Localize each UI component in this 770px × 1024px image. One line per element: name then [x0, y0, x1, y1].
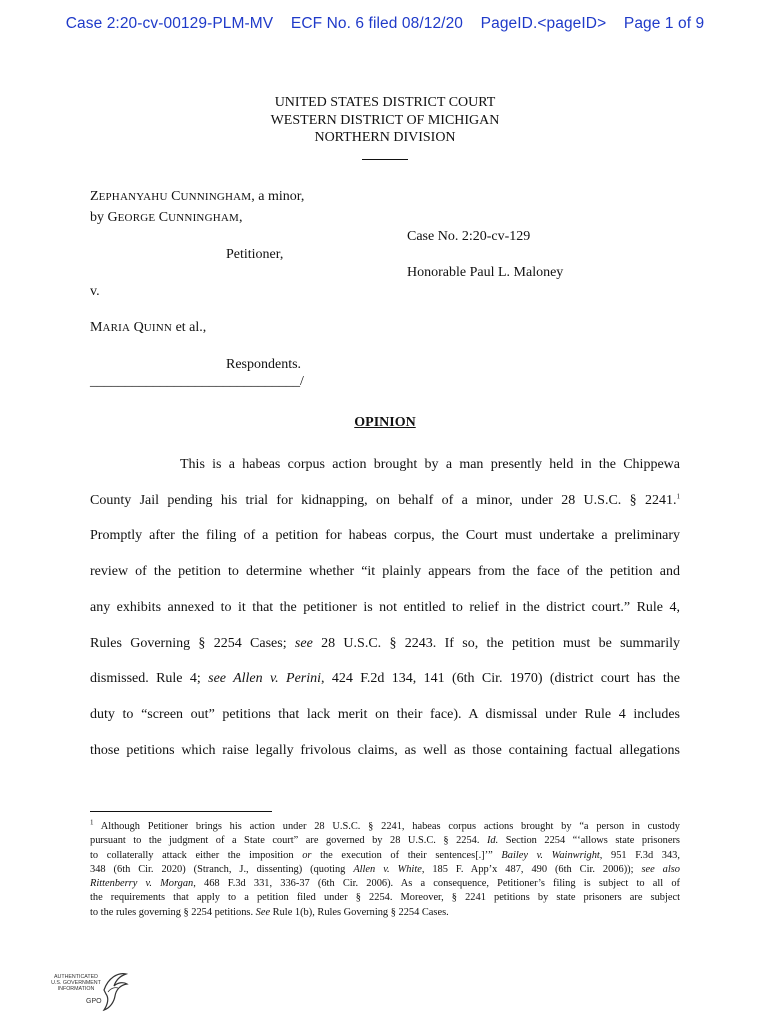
- gpo-mark: GPO: [86, 998, 102, 1005]
- footnote-line: to the rules governing § 2254 petitions. See Rule 1(b), Rules Governing § 2254 Cases.: [90, 906, 449, 918]
- ecf-filing: ECF No. 6 filed 08/12/20: [290, 15, 464, 32]
- court-division: NORTHERN DIVISION: [314, 130, 456, 145]
- body-line: review of the petition to determine whether “it plainly appears from the face of the petition and: [90, 564, 680, 580]
- footnote-line: 348 (6th Cir. 2020) (Stranch, J., dissenting) (quoting Allen v. White, 185 F. App’x 487, 490 (6th Cir. 2006)); see also: [90, 863, 680, 875]
- court-heading: [0, 94, 770, 160]
- footnote-line: the requirements that apply to a petition filed under § 2254. Moreover, § 2241 petitions by state prisoners are subject: [90, 892, 680, 904]
- footnote-line: pursuant to the judgment of a State court” are governed by 28 U.S.C. § 2254. Id. Section 2254 “‘allows state prisoners: [90, 835, 680, 847]
- case-no: Case No. 2:20-cv-129: [407, 229, 531, 244]
- opinion-body: [90, 447, 680, 768]
- versus: v.: [90, 284, 100, 299]
- logo-line: AUTHENTICATED: [53, 974, 99, 980]
- gpo-authentication-logo: [40, 970, 140, 1015]
- page-id: PageID.<pageID>: [480, 15, 607, 32]
- footnote-line: Rittenberry v. Morgan, 468 F.3d 331, 336-37 (6th Cir. 2006). As a consequence, Petitioner’s filing is subject to all of: [90, 878, 680, 890]
- ecf-header: [0, 15, 770, 33]
- body-line: Promptly after the filing of a petition for habeas corpus, the Court must undertake a preliminary: [90, 528, 680, 544]
- respondent-role: Respondents.: [226, 357, 302, 372]
- logo-line: U.S. GOVERNMENT: [51, 980, 101, 986]
- petitioner-name: ZEPHANYAHU CUNNINGHAM, a minor,: [90, 189, 305, 204]
- body-line: This is a habeas corpus action brought by a man presently held in the Chippewa: [180, 457, 680, 472]
- body-line: dismissed. Rule 4; see Allen v. Perini, 424 F.2d 134, 141 (6th Cir. 1970) (district court has the: [90, 671, 680, 687]
- footnote-line: $^1$ Although Petitioner brings his action under 28 U.S.C. § 2241, habeas corpus actions brought by “a person in custody: [90, 818, 680, 832]
- eagle-icon: [98, 970, 130, 1012]
- body-line: duty to “screen out” petitions that lack merit on their face). A dismissal under Rule 4 includes: [90, 706, 680, 722]
- body-line: those petitions which raise legally frivolous claims, as well as those containing factual allegations: [90, 742, 680, 758]
- footnote-divider: [90, 811, 272, 812]
- judge-name: Honorable Paul L. Maloney: [407, 265, 564, 280]
- court-district: WESTERN DISTRICT OF MICHIGAN: [270, 112, 500, 128]
- page-count: Page 1 of 9: [623, 15, 705, 32]
- guardian-name: by GEORGE CUNNINGHAM,: [90, 210, 243, 225]
- caption-closing-line: ______________________________/: [90, 374, 304, 389]
- case-number: Case 2:20-cv-00129-PLM-MV: [65, 15, 274, 32]
- body-line: County Jail pending his trial for kidnapping, on behalf of a minor, under 28 U.S.C. § 2241.$^1$: [90, 492, 680, 508]
- court-name: UNITED STATES DISTRICT COURT: [274, 95, 496, 110]
- logo-line: INFORMATION: [57, 986, 95, 992]
- petitioner-role: Petitioner,: [226, 247, 284, 262]
- body-line: Rules Governing § 2254 Cases; see 28 U.S.C. § 2243. If so, the petition must be summarily: [90, 635, 680, 651]
- respondent-name: MARIA QUINN et al.,: [90, 320, 207, 335]
- heading-divider: [362, 159, 408, 160]
- body-line: any exhibits annexed to it that the petitioner is not entitled to relief in the district court.” Rule 4,: [90, 599, 680, 615]
- footnote-line: to collaterally attack either the imposition or the execution of their sentences[.]’” Bailey v. Wainwright, 951 F.3d 343,: [90, 849, 680, 861]
- footnote-ref[interactable]: 1: [676, 492, 680, 501]
- opinion-heading: OPINION: [354, 415, 416, 430]
- footnote: [90, 820, 680, 920]
